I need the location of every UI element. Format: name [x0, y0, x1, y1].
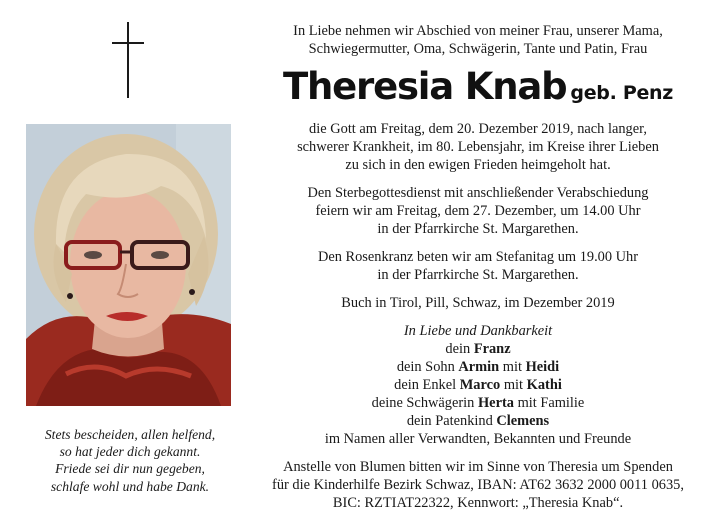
portrait-photo: [26, 124, 231, 406]
full-name: Theresia Knab: [282, 65, 567, 108]
donation-request: Anstelle von Blumen bitten wir im Sinne von Theresia um Spenden für die Kinderhilfe Bezirk Schwaz, IBAN: AT62 3632 2000 0011 0635, BIC: RZTIAT22322, Kennwort: „Theresia Knab“.: [272, 459, 684, 511]
memorial-quote: [14, 426, 246, 495]
intro-text: In Liebe nehmen wir Abschied von meiner Frau, unserer Mama, Schwiegermutter, Oma, Schwägerin, Tante und Patin, Frau: [293, 23, 663, 57]
maiden-name: geb. Penz: [570, 82, 674, 104]
cross-icon: [112, 22, 144, 98]
quote-line: Friede sei dir nun gegeben,: [55, 461, 205, 477]
death-announcement: die Gott am Freitag, dem 20. Dezember 2019, nach langer, schwerer Krankheit, im 80. Lebensjahr, im Kreise ihrer Lieben zu sich in den ewigen Frieden heimgeholt hat.: [297, 121, 659, 173]
mourner-son: dein Sohn Armin mit Heidi: [396, 359, 560, 375]
funeral-service-info: Den Sterbegottesdienst mit anschließender Verabschiedung feiern wir am Freitag, dem 27. Dezember, um 14.00 Uhr in der Pfarrkirche St. Margarethen.: [307, 185, 649, 237]
mourner-grandson: dein Enkel Marco mit Kathi: [394, 377, 562, 393]
quote-line: Stets bescheiden, allen helfend,: [44, 427, 216, 442]
quote-line: so hat jeder dich gekannt.: [59, 444, 201, 460]
mourners-heading: In Liebe und Dankbarkeit: [403, 323, 553, 339]
mourners-list: [248, 322, 708, 448]
deceased-name: [248, 64, 708, 110]
mourner-others: im Namen aller Verwandten, Bekannten und Freunde: [324, 431, 632, 447]
place-date: Buch in Tirol, Pill, Schwaz, im Dezember 2019: [341, 295, 615, 311]
notice-text: [248, 22, 708, 512]
mourner-godchild: dein Patenkind Clemens: [406, 413, 550, 429]
mourner-sister-in-law: deine Schwägerin Herta mit Familie: [371, 395, 585, 411]
quote-line: schlafe wohl und habe Dank.: [50, 478, 210, 494]
mourner-husband: dein Franz: [445, 341, 511, 357]
rosary-info: Den Rosenkranz beten wir am Stefanitag um 19.00 Uhr in der Pfarrkirche St. Margarethen.: [317, 249, 639, 283]
